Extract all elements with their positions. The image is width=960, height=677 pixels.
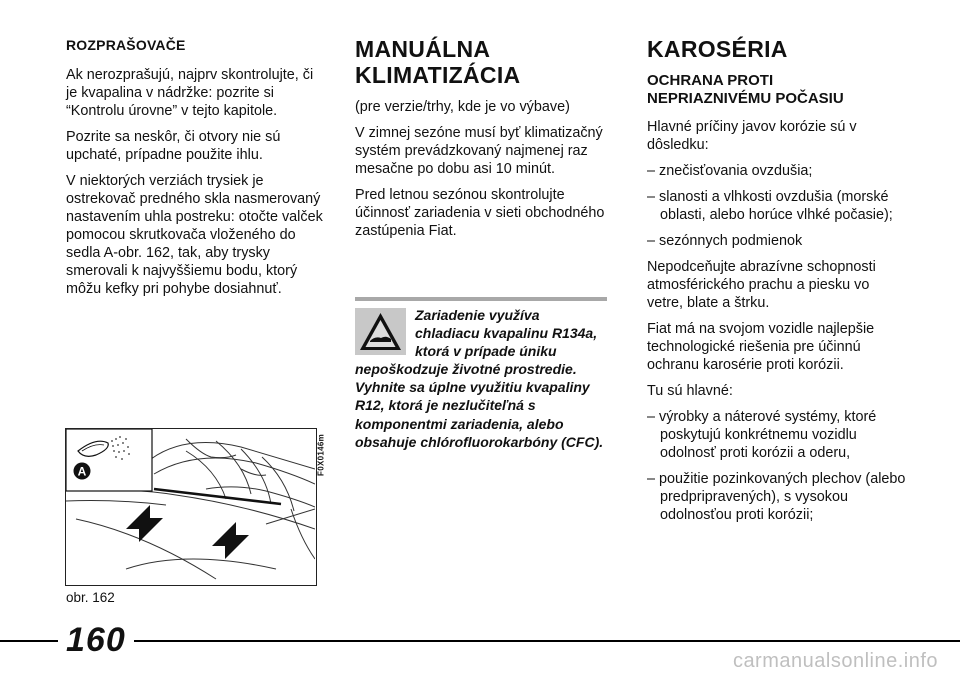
warning-text: Zariadenie využíva chladiacu kvapalinu R134a, ktorá v prípade úniku nepoškodzuje životné prostredie. Vyhnite sa úplne využitiu kvapaliny R12, ktorá je nezlučiteľná s komponentmi zariadenia, alebo obsahuje chlórofluorokarbóny (CFC). (355, 307, 604, 450)
section-heading-bodywork: KAROSÉRIA (647, 36, 788, 62)
watermark: carmanualsonline.info (732, 650, 938, 672)
list-item: – sezónnych podmienok (647, 233, 803, 249)
pointer-arrow-icon (212, 522, 249, 559)
paragraph: Fiat má na svojom vozidle najlepšie technologické riešenia pre účinnú ochranu karosérie proti korózii. (647, 321, 875, 373)
warning-note (355, 306, 605, 451)
warning-divider (355, 297, 607, 301)
section-heading-sprayers: ROZPRAŠOVAČE (66, 37, 186, 53)
list-item: – slanosti a vlhkosti ovzdušia (morské oblasti, alebo horúce vlhké počasie); (647, 189, 893, 223)
paragraph: (pre verzie/trhy, kde je vo výbave) (355, 99, 570, 115)
subheading-line: OCHRANA PROTI (647, 72, 774, 89)
paragraph: Hlavné príčiny javov korózie sú v dôsledku: (647, 119, 857, 153)
paragraph: Pred letnou sezónou skontrolujte účinnosť zariadenia v sieti obchodného zastúpenia Fiat. (355, 187, 605, 239)
figure-code-text: F0X0146m (316, 434, 326, 476)
paragraph: V zimnej sezóne musí byť klimatizačný systém prevádzkovaný najmenej raz mesačne po dobu asi 10 minút. (355, 125, 603, 177)
list-item: – použitie pozinkovaných plechov (alebo predpripravených), s vysokou odolnosťou proti korózii; (647, 471, 906, 523)
subheading-weather-protection (647, 72, 907, 108)
figure-code (315, 424, 327, 486)
pointer-arrow-icon (126, 505, 163, 542)
list-item: – znečisťovania ovzdušia; (647, 163, 813, 179)
middle-column (355, 36, 607, 248)
paragraph: Pozrite sa neskôr, či otvory nie sú upchaté, prípadne použite ihlu. (66, 129, 281, 163)
callout-a-label: A (77, 464, 87, 479)
section-heading-air-conditioning (355, 36, 607, 88)
footer-rule (0, 640, 960, 642)
heading-line: KLIMATIZÁCIA (355, 62, 521, 88)
paragraph: Tu sú hlavné: (647, 383, 733, 399)
list-item: – výrobky a náterové systémy, ktoré poskytujú konkrétnemu vozidlu odolnosť proti korózii a oderu, (647, 409, 877, 461)
car-windshield-drawing (66, 429, 315, 584)
paragraph: Ak nerozprašujú, najprv skontrolujte, či je kvapalina v nádržke: pozrite si “Kontrolu úrovne” v tejto kapitole. (66, 67, 314, 119)
figure-162-illustration (65, 428, 317, 586)
detail-inset (66, 429, 152, 491)
paragraph: V niektorých verziách trysiek je ostrekovač predného skla nasmerovaný nastavením uhla postreku: otočte valček pomocou skrutkovača vloženého do sedla A-obr. 162, tak, aby trysky smerovali k najvyššiemu bodu, ktorý môžu kefky pri pohybe dosiahnuť. (66, 173, 323, 297)
heading-line: MANUÁLNA (355, 36, 491, 62)
subheading-line: NEPRIAZNIVÉMU POČASIU (647, 90, 844, 107)
right-column (647, 36, 907, 532)
paragraph: Nepodceňujte abrazívne schopnosti atmosférického prachu a piesku vo vetre, blate a štrku. (647, 259, 876, 311)
left-column (66, 36, 328, 306)
figure-caption: obr. 162 (66, 590, 115, 605)
page-number: 160 (58, 620, 134, 660)
